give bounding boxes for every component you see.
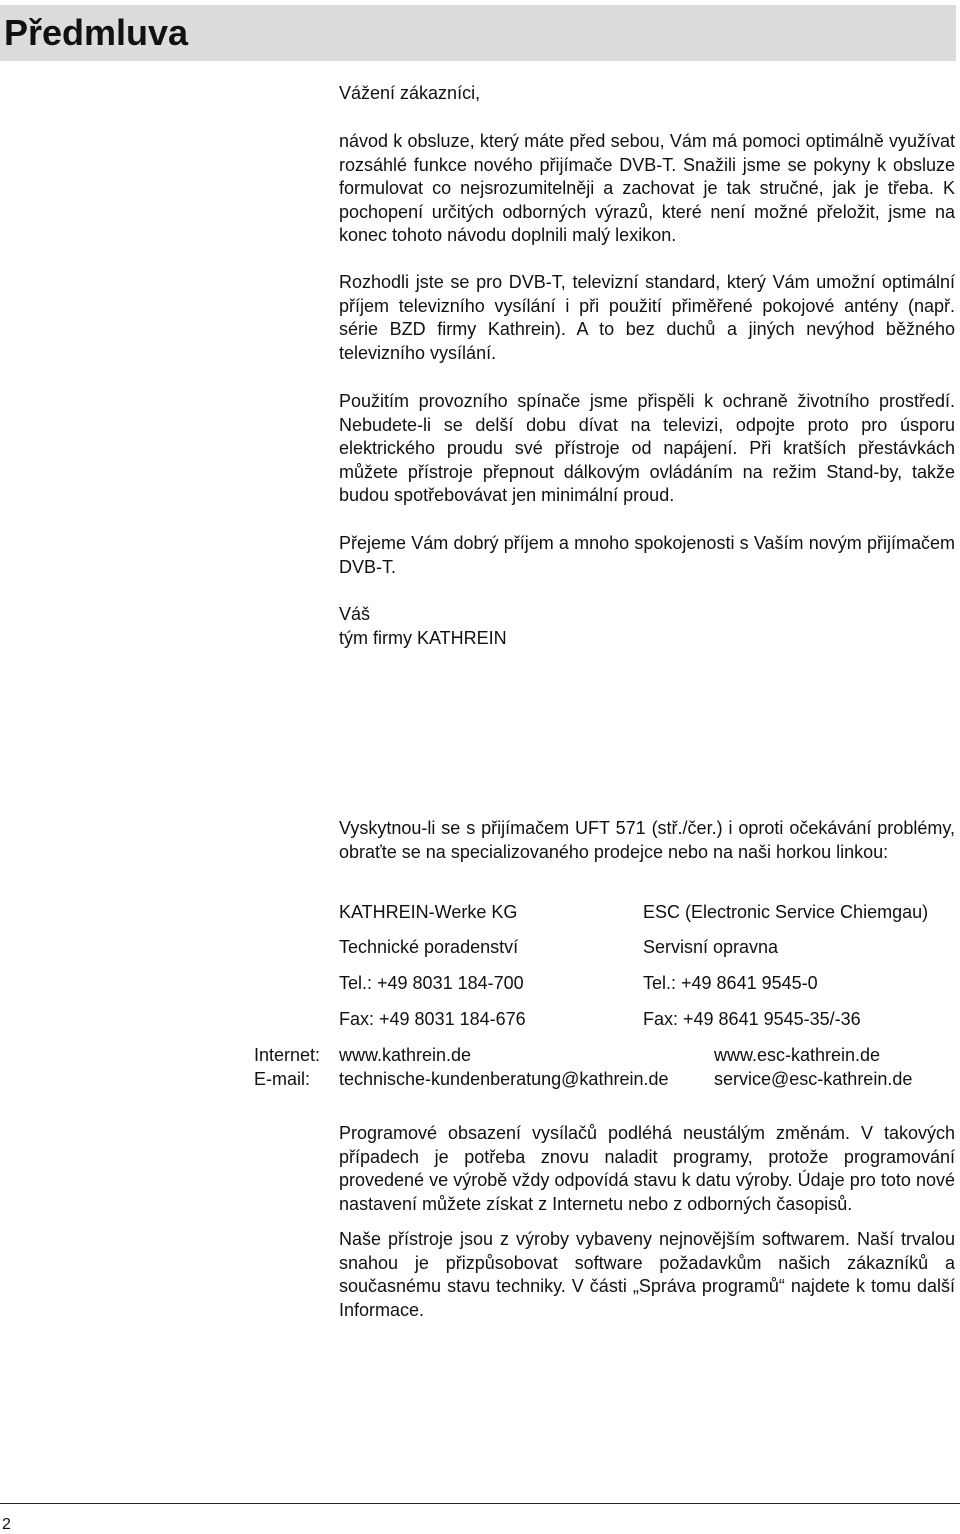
support-right-fax: Fax: +49 8641 9545-35/-36 <box>643 1009 861 1029</box>
internet-label: Internet: <box>254 1045 321 1065</box>
support-right-tel: Tel.: +49 8641 9545-0 <box>643 973 818 993</box>
email-label: E-mail: <box>254 1069 311 1089</box>
signature-line-2: tým firmy KATHREIN <box>339 628 507 648</box>
signature-line-1: Váš <box>339 604 371 624</box>
intro-paragraph-3-text: Použitím provozního spínače jsme přispěli k ochraně životního prostředí. Nebudete-li se delší dobu dívat na televizi, odpojte proto pro úsporu elektrického proudu své přístroje od napájení. Při kratších přestávkách můžete přístroje přepnout dálkovým ovládáním na režim Stand-by, takže budou spotřebovávat jen minimální proud. <box>339 391 955 506</box>
notes-paragraph-2 <box>339 1228 955 1322</box>
support-left-tel: Tel.: +49 8031 184-700 <box>339 973 524 993</box>
notes-paragraph-1-text: Programové obsazení vysílačů podléhá neustálým změnám. V takových případech je potřeba znovu naladit programy, protože programování provedené ve výrobě vždy odpovídá stavu k datu výroby. Údaje pro toto nové nastavení můžete získat z Internetu nebo z odborných časopisů. <box>339 1123 955 1214</box>
support-intro <box>339 817 955 864</box>
intro-paragraph-2-text: Rozhodli jste se pro DVB-T, televizní standard, který Vám umožní optimální příjem televizního vysílání i při použití přiměřené pokojové antény (např. série BZD firmy Kathrein). A to bez duchů a jiných nevýhod běžného televizního vysílání. <box>339 272 955 363</box>
support-right-company: ESC (Electronic Service Chiemgau) <box>643 902 929 922</box>
support-right-department: Servisní opravna <box>643 937 779 957</box>
support-left-fax: Fax: +49 8031 184-676 <box>339 1009 526 1029</box>
intro-paragraph-4-text: Přejeme Vám dobrý příjem a mnoho spokojenosti s Vaším novým přijímačem DVB-T. <box>339 533 955 577</box>
intro-paragraph-2 <box>339 271 955 365</box>
footer-divider <box>0 1503 960 1504</box>
support-left-company: KATHREIN-Werke KG <box>339 902 518 922</box>
intro-paragraph-3 <box>339 390 955 508</box>
page-number: 2 <box>2 1516 11 1533</box>
intro-paragraph-4 <box>339 532 955 579</box>
salutation: Vážení zákazníci, <box>339 83 481 103</box>
intro-paragraph-1-text: návod k obsluze, který máte před sebou, Vám má pomoci optimálně využívat rozsáhlé funkce nového přijímače DVB-T. Snažili jsme se pokyny k obsluze formulovat co nejsrozumitelněji a zachovat je tak stručné, jak je třeba. K pochopení určitých odborných výrazů, které není možné přeložit, jsme na konec tohoto návodu doplnili malý lexikon. <box>339 131 955 246</box>
kathrein-email-link[interactable]: technische-kundenberatung@kathrein.de <box>339 1069 669 1089</box>
kathrein-website-link[interactable]: www.kathrein.de <box>339 1045 472 1065</box>
notes-paragraph-1 <box>339 1122 955 1216</box>
esc-email-link[interactable]: service@esc-kathrein.de <box>714 1069 913 1089</box>
support-left-department: Technické poradenství <box>339 937 519 957</box>
esc-website-link[interactable]: www.esc-kathrein.de <box>714 1045 881 1065</box>
intro-paragraph-1 <box>339 130 955 248</box>
support-intro-text: Vyskytnou-li se s přijímačem UFT 571 (stř./čer.) i oproti očekávání problémy, obraťte se na specializovaného prodejce nebo na naši horkou linkou: <box>339 818 955 862</box>
page-title: Předmluva <box>4 12 189 53</box>
notes-paragraph-2-text: Naše přístroje jsou z výroby vybaveny nejnovějším softwarem. Naší trvalou snahou je přizpůsobovat software požadavkům našich zákazníků a současnému stavu techniky. V části „Správa programů“ najdete k tomu další Informace. <box>339 1229 955 1320</box>
